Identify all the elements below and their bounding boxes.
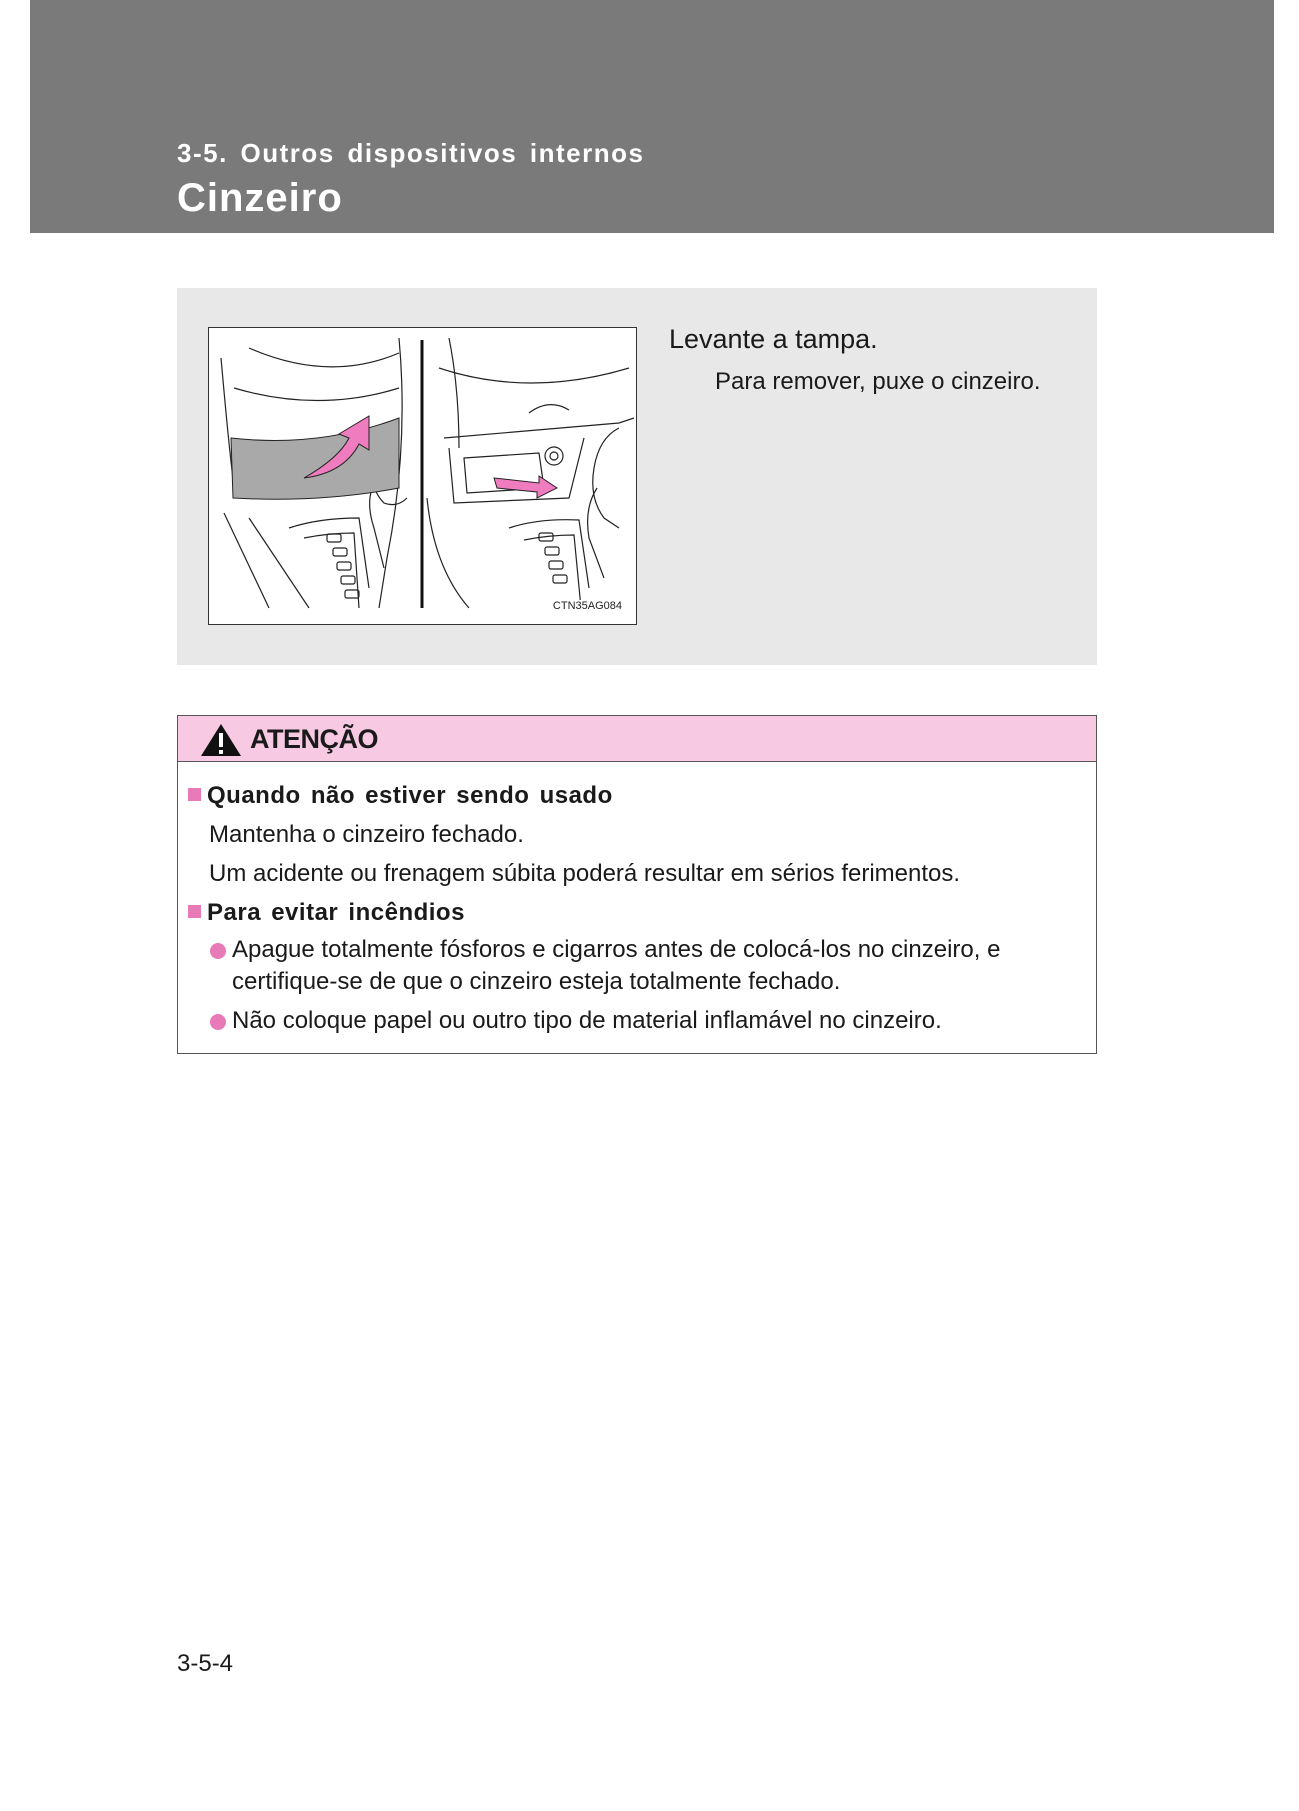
round-bullet-icon (210, 1014, 226, 1030)
warning-paragraph: Um acidente ou frenagem súbita poderá resultar em sérios ferimentos. (209, 860, 961, 887)
square-bullet-icon (188, 905, 201, 918)
instruction-sub: Para remover, puxe o cinzeiro. (715, 368, 1041, 395)
section-label: 3-5. Outros dispositivos internos (177, 138, 645, 168)
figure-code: CTN35AG084 (552, 600, 622, 612)
warning-bullet-item: Não coloque papel ou outro tipo de material inflamável no cinzeiro. (210, 1005, 1085, 1037)
page-title: Cinzeiro (177, 176, 343, 220)
warning-subheading: Para evitar incêndios (188, 899, 465, 927)
warning-triangle-icon (200, 723, 242, 757)
pull-arrow-icon (494, 476, 557, 498)
instruction-main: Levante a tampa. (669, 324, 878, 354)
ashtray-drawing (209, 328, 636, 624)
warning-box (177, 715, 1097, 1054)
page-number: 3-5-4 (177, 1650, 234, 1677)
warning-header (178, 716, 1096, 762)
instruction-panel (177, 288, 1097, 665)
warning-paragraph: Mantenha o cinzeiro fechado. (209, 821, 524, 848)
warning-bullet-item: Apague totalmente fósforos e cigarros antes de colocá-los no cinzeiro, e certifique-se de que o cinzeiro esteja totalmente fechado. (210, 934, 1085, 998)
round-bullet-icon (210, 943, 226, 959)
ashtray-illustration (208, 327, 637, 625)
square-bullet-icon (188, 788, 201, 801)
warning-subheading: Quando não estiver sendo usado (188, 782, 613, 810)
warning-title: ATENÇÃO (250, 724, 378, 754)
